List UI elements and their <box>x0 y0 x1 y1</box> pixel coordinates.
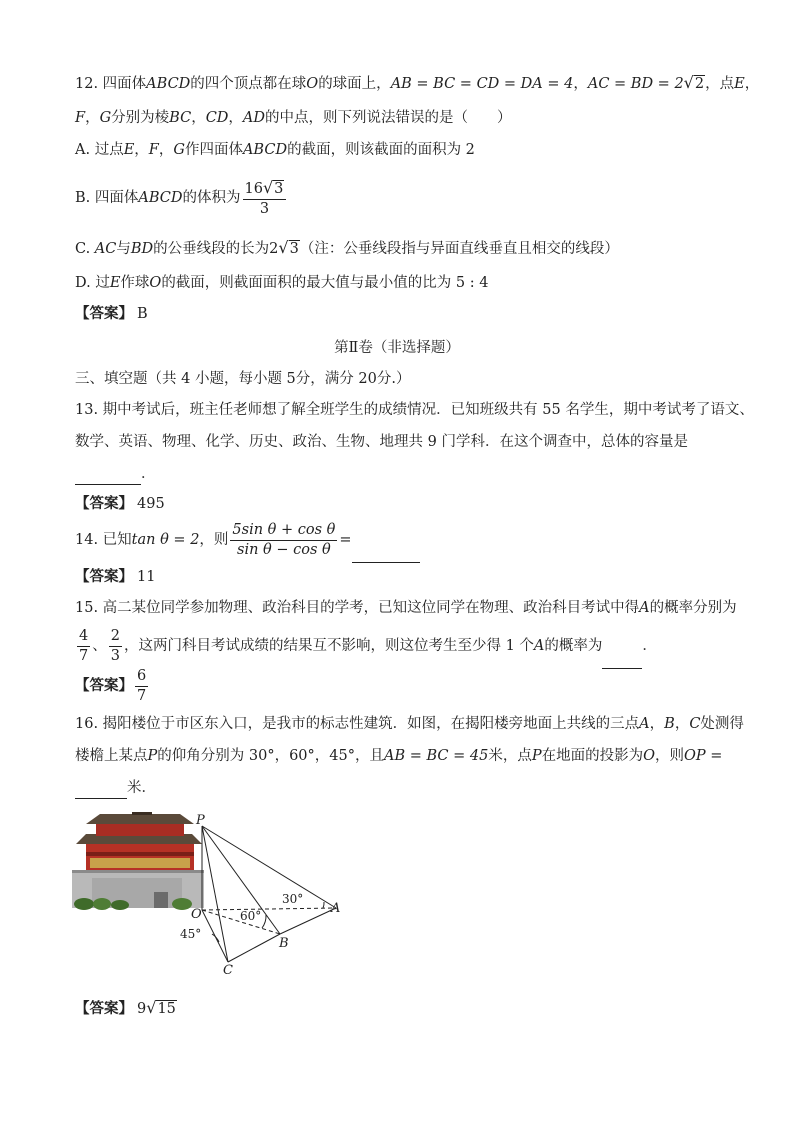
segment-oa <box>202 908 336 910</box>
math: AD <box>242 110 266 126</box>
text: 米，点 <box>488 748 532 764</box>
math: F <box>75 110 86 126</box>
math: 2 <box>269 241 279 257</box>
label-b: B <box>279 936 289 951</box>
math: AB = BC = 45 <box>383 748 489 764</box>
answer-value: B <box>137 306 148 322</box>
q13-line1: 13. 期中考试后，班主任老师想了解全班学生的成绩情况．已知班级共有 55 名学生，期中考试考了语文、 <box>75 402 754 418</box>
text: ，则 <box>654 748 684 764</box>
text: 的概率为 <box>544 638 603 654</box>
q13-line3 <box>75 464 156 485</box>
text: ． <box>642 638 657 654</box>
segment-pa <box>202 826 336 908</box>
text: ， <box>228 110 243 126</box>
math: A <box>639 600 650 616</box>
math: AC <box>94 241 117 257</box>
math: ABCD <box>242 142 288 158</box>
text: ， <box>649 716 665 732</box>
text: 的体积为 <box>182 190 241 206</box>
math: BC <box>169 110 192 126</box>
text: 作球 <box>120 275 150 291</box>
text: = <box>339 532 352 548</box>
text: ， <box>191 110 206 126</box>
text: ， <box>158 142 174 158</box>
text: D. 过 <box>75 275 110 291</box>
label-c: C <box>223 963 233 978</box>
text: 的中点，则下列说法错误的是（ ） <box>265 110 512 126</box>
text: 16. 揭阳楼位于市区东入口，是我市的标志性建筑．如图，在揭阳楼旁地面上共线的三点 <box>75 716 640 732</box>
text: 作四面体 <box>184 142 243 158</box>
text: 的仰角分别为 30°，60°，45°，且 <box>157 748 384 764</box>
fraction: $\frac{\text{5sin θ + cos θ}}{\text{sin θ − cos θ}}$ <box>232 521 336 558</box>
text: 15. 高二某位同学参加物理、政治科目的学考，已知这位同学在物理、政治科目考试中得 <box>75 600 640 616</box>
angle-arc-a <box>323 902 324 908</box>
text: （注：公垂线段指与异面直线垂直且相交的线段） <box>299 241 619 257</box>
text: ，则 <box>199 532 229 548</box>
text: ， <box>573 76 588 92</box>
answer-tag: 【答案】 <box>75 306 133 322</box>
answer-tag: 【答案】 <box>75 678 133 694</box>
math: E <box>734 76 745 92</box>
text: 的截面，则截面面积的最大值与最小值的比为 5 : 4 <box>161 275 489 291</box>
q12-stem-line1 <box>75 73 759 94</box>
segment-pc <box>202 826 228 962</box>
text: A. 过点 <box>75 142 124 158</box>
segment-bc <box>228 934 280 962</box>
math: O <box>149 275 162 291</box>
q15-answer <box>75 664 150 708</box>
text: 米． <box>127 780 156 796</box>
math: CD <box>205 110 229 126</box>
text: B. 四面体 <box>75 190 139 206</box>
math: O <box>643 748 655 764</box>
text: ， <box>744 76 760 92</box>
q16-line3 <box>75 778 156 799</box>
text: 在地面的投影为 <box>541 748 644 764</box>
sqrt: √2 <box>683 73 705 92</box>
math: O <box>306 76 319 92</box>
math: ABCD <box>138 190 183 206</box>
answer-sqrt: √15 <box>146 998 176 1017</box>
answer-blank <box>75 464 141 485</box>
answer-value: 11 <box>137 569 156 585</box>
math: G <box>99 110 112 126</box>
text: ，点 <box>705 76 735 92</box>
angle-label-b: 60° <box>240 909 262 923</box>
math: P <box>531 748 542 764</box>
answer-blank <box>75 778 127 799</box>
q16-figure <box>72 812 362 982</box>
math: AC = BD = 2 <box>587 76 684 92</box>
answer-tag: 【答案】 <box>75 569 133 585</box>
q16-line2 <box>75 746 722 766</box>
text: 楼檐上某点 <box>75 748 148 764</box>
text: 的四个顶点都在球 <box>190 76 307 92</box>
q15-line1 <box>75 598 737 618</box>
fraction: $\frac{2}{3}$ <box>110 627 120 664</box>
math: E <box>109 275 121 291</box>
text: ， <box>674 716 690 732</box>
math: ABCD <box>146 76 191 92</box>
answer-coefficient: 9 <box>137 1001 147 1017</box>
text: 的概率分别为 <box>649 600 737 616</box>
label-p: P <box>196 813 205 828</box>
text: 12. 四面体 <box>75 76 147 92</box>
math: OP = <box>683 748 723 764</box>
math: tan θ = 2 <box>131 532 200 548</box>
math: C <box>689 716 701 732</box>
math: A <box>639 716 650 732</box>
text: C. <box>75 241 91 257</box>
q14-answer <box>75 567 155 587</box>
text: 的球面上， <box>318 76 391 92</box>
fraction: $\frac{4}{7}$ <box>79 627 89 664</box>
section-heading: 三、填空题（共 4 小题，每小题 5分，满分 20分.） <box>75 371 411 387</box>
q16-line1 <box>75 714 744 734</box>
sqrt: √3 <box>278 238 299 257</box>
text: 分别为棱 <box>111 110 170 126</box>
math: P <box>147 748 158 764</box>
section-title: 第Ⅱ卷（非选择题） <box>334 340 460 356</box>
q12-option-d <box>75 273 488 293</box>
text: ， <box>134 142 149 158</box>
math: BD <box>130 241 154 257</box>
text: 14. 已知 <box>75 532 132 548</box>
text: 的截面，则该截面的面积为 2 <box>287 142 475 158</box>
text: 与 <box>116 241 131 257</box>
label-a: A <box>331 901 341 916</box>
q13-answer <box>75 494 165 514</box>
math: AB = BC = CD = DA = 4 <box>390 76 574 92</box>
angle-arc-b <box>262 915 266 928</box>
label-o: O <box>191 907 202 922</box>
q12-stem-line2 <box>75 108 512 128</box>
math: B <box>664 716 675 732</box>
text: 、 <box>92 638 107 654</box>
math: A <box>533 638 545 654</box>
answer-blank <box>602 624 642 669</box>
q16-answer <box>75 998 177 1019</box>
text: ， <box>85 110 100 126</box>
text: ． <box>141 466 156 482</box>
q12-answer <box>75 304 148 324</box>
building-illustration <box>72 812 204 910</box>
q14-stem <box>75 518 420 563</box>
q15-line2 <box>75 624 657 669</box>
answer-value: 495 <box>137 496 165 512</box>
q12-option-b <box>75 176 288 220</box>
segment-ab <box>280 908 336 934</box>
math: F <box>148 142 159 158</box>
q12-option-c <box>75 238 619 259</box>
answer-blank <box>352 518 420 563</box>
fraction: $\frac{16√3}{3}$ <box>243 179 287 218</box>
angle-label-a: 30° <box>282 892 304 906</box>
geometry-diagram <box>202 826 336 962</box>
text: 的公垂线段的长为 <box>153 241 270 257</box>
math: G <box>173 142 185 158</box>
text: ，这两门科目考试成绩的结果互不影响，则这位考生至少得 1 个 <box>123 638 534 654</box>
text: 处测得 <box>700 716 744 732</box>
answer-tag: 【答案】 <box>75 1001 133 1017</box>
angle-label-c: 45° <box>180 927 202 941</box>
q12-option-a <box>75 140 475 160</box>
q13-line2: 数学、英语、物理、化学、历史、政治、生物、地理共 9 门学科．在这个调查中，总体的容量是 <box>75 434 688 450</box>
answer-tag: 【答案】 <box>75 496 133 512</box>
math: E <box>123 142 135 158</box>
answer-fraction: $\frac{6}{7}$ <box>137 667 147 704</box>
